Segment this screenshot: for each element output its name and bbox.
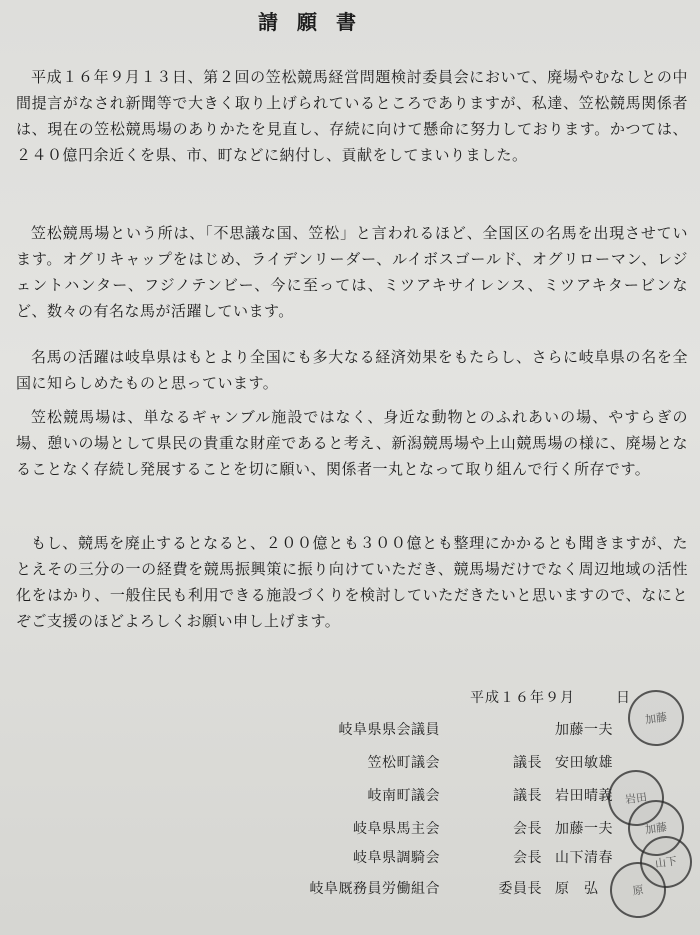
seal-stamp: 山下 [637,833,696,892]
seal-stamp: 加藤 [624,796,687,859]
signatory-role: 会長 [513,821,542,837]
date-text: 平成１６年９月 [470,690,575,706]
signatory-role: 会長 [513,850,542,866]
paragraph-1: 平成１６年９月１３日、第２回の笠松競馬経営問題検討委員会において、廃場やむなしとの中間提言がなされ新聞等で大きく取り上げられているところでありますが、私達、笠松競馬関係者は、現在の笠松競馬場のありかたを見直し、存続に向けて懸命に努力しております。かつては、２４０億円余近くを県、市、町などに納付し、貢献をしてまいりました。 [16,68,688,164]
seal-stamp: 加藤 [624,686,687,749]
signatory-role: 議長 [513,755,542,771]
petition-date [470,687,630,707]
signatory-org: 岐阜県馬主会 [353,821,440,837]
signatory-org: 笠松町議会 [367,755,440,771]
seal-stamp: 原 [606,858,669,921]
signatory-name: 加藤一夫 [555,722,613,738]
signatory-name: 岩田晴義 [555,788,613,804]
paragraph-2: 笠松競馬場という所は、「不思議な国、笠松」と言われるほど、全国区の名馬を出現させています。オグリキャップをはじめ、ライデンリーダー、ルイボスゴールド、オグリローマン、レジェントハンター、フジノテンビー、今に至っては、ミツアキサイレンス、ミツアキタービンなど、数々の有名な馬が活躍しています。 [16,224,688,320]
signatory-name: 原 弘 [555,881,599,897]
seal-stamp: 岩田 [604,766,667,829]
date-day: 日 [616,690,631,706]
signatory-org: 岐阜厩務員労働組合 [309,881,440,897]
paragraph-4: 笠松競馬場は、単なるギャンブル施設ではなく、身近な動物とのふれあいの場、やすらぎの場、憩いの場として県民の貴重な財産であると考え、新潟競馬場や上山競馬場の様に、廃場となることなく存続し発展することを切に願い、関係者一丸となって取り組んで行く所存です。 [16,408,688,478]
signatory-row [0,847,700,871]
signatory-org: 岐阜県調騎会 [353,850,440,866]
signatory-name: 安田敏雄 [555,755,613,771]
signatory-row [0,719,700,743]
signatory-name: 加藤一夫 [555,821,613,837]
signatory-row [0,818,700,842]
signatory-row [0,878,700,902]
signatory-role: 委員長 [498,881,542,897]
signatory-role: 議長 [513,788,542,804]
paragraph-3: 名馬の活躍は岐阜県はもとより全国にも多大なる経済効果をもたらし、さらに岐阜県の名を全国に知らしめたものと思っています。 [16,348,688,392]
document-title: 請 願 書 [258,10,362,34]
signatory-name: 山下清春 [555,850,613,866]
signatory-org: 岐南町議会 [367,788,440,804]
paragraph-5: もし、競馬を廃止するとなると、２００億とも３００億とも整理にかかるとも聞きますが、たとえその三分の一の経費を競馬振興策に振り向けていただき、競馬場だけでなく周辺地域の活性化をはかり、一般住民も利用できる施設づくりを検討していただきたいと思いますので、なにとぞご支援のほどよろしくお願い申し上げます。 [16,534,688,630]
signatory-row [0,785,700,809]
signatory-row [0,752,700,776]
signatory-org: 岐阜県県会議員 [338,722,440,738]
